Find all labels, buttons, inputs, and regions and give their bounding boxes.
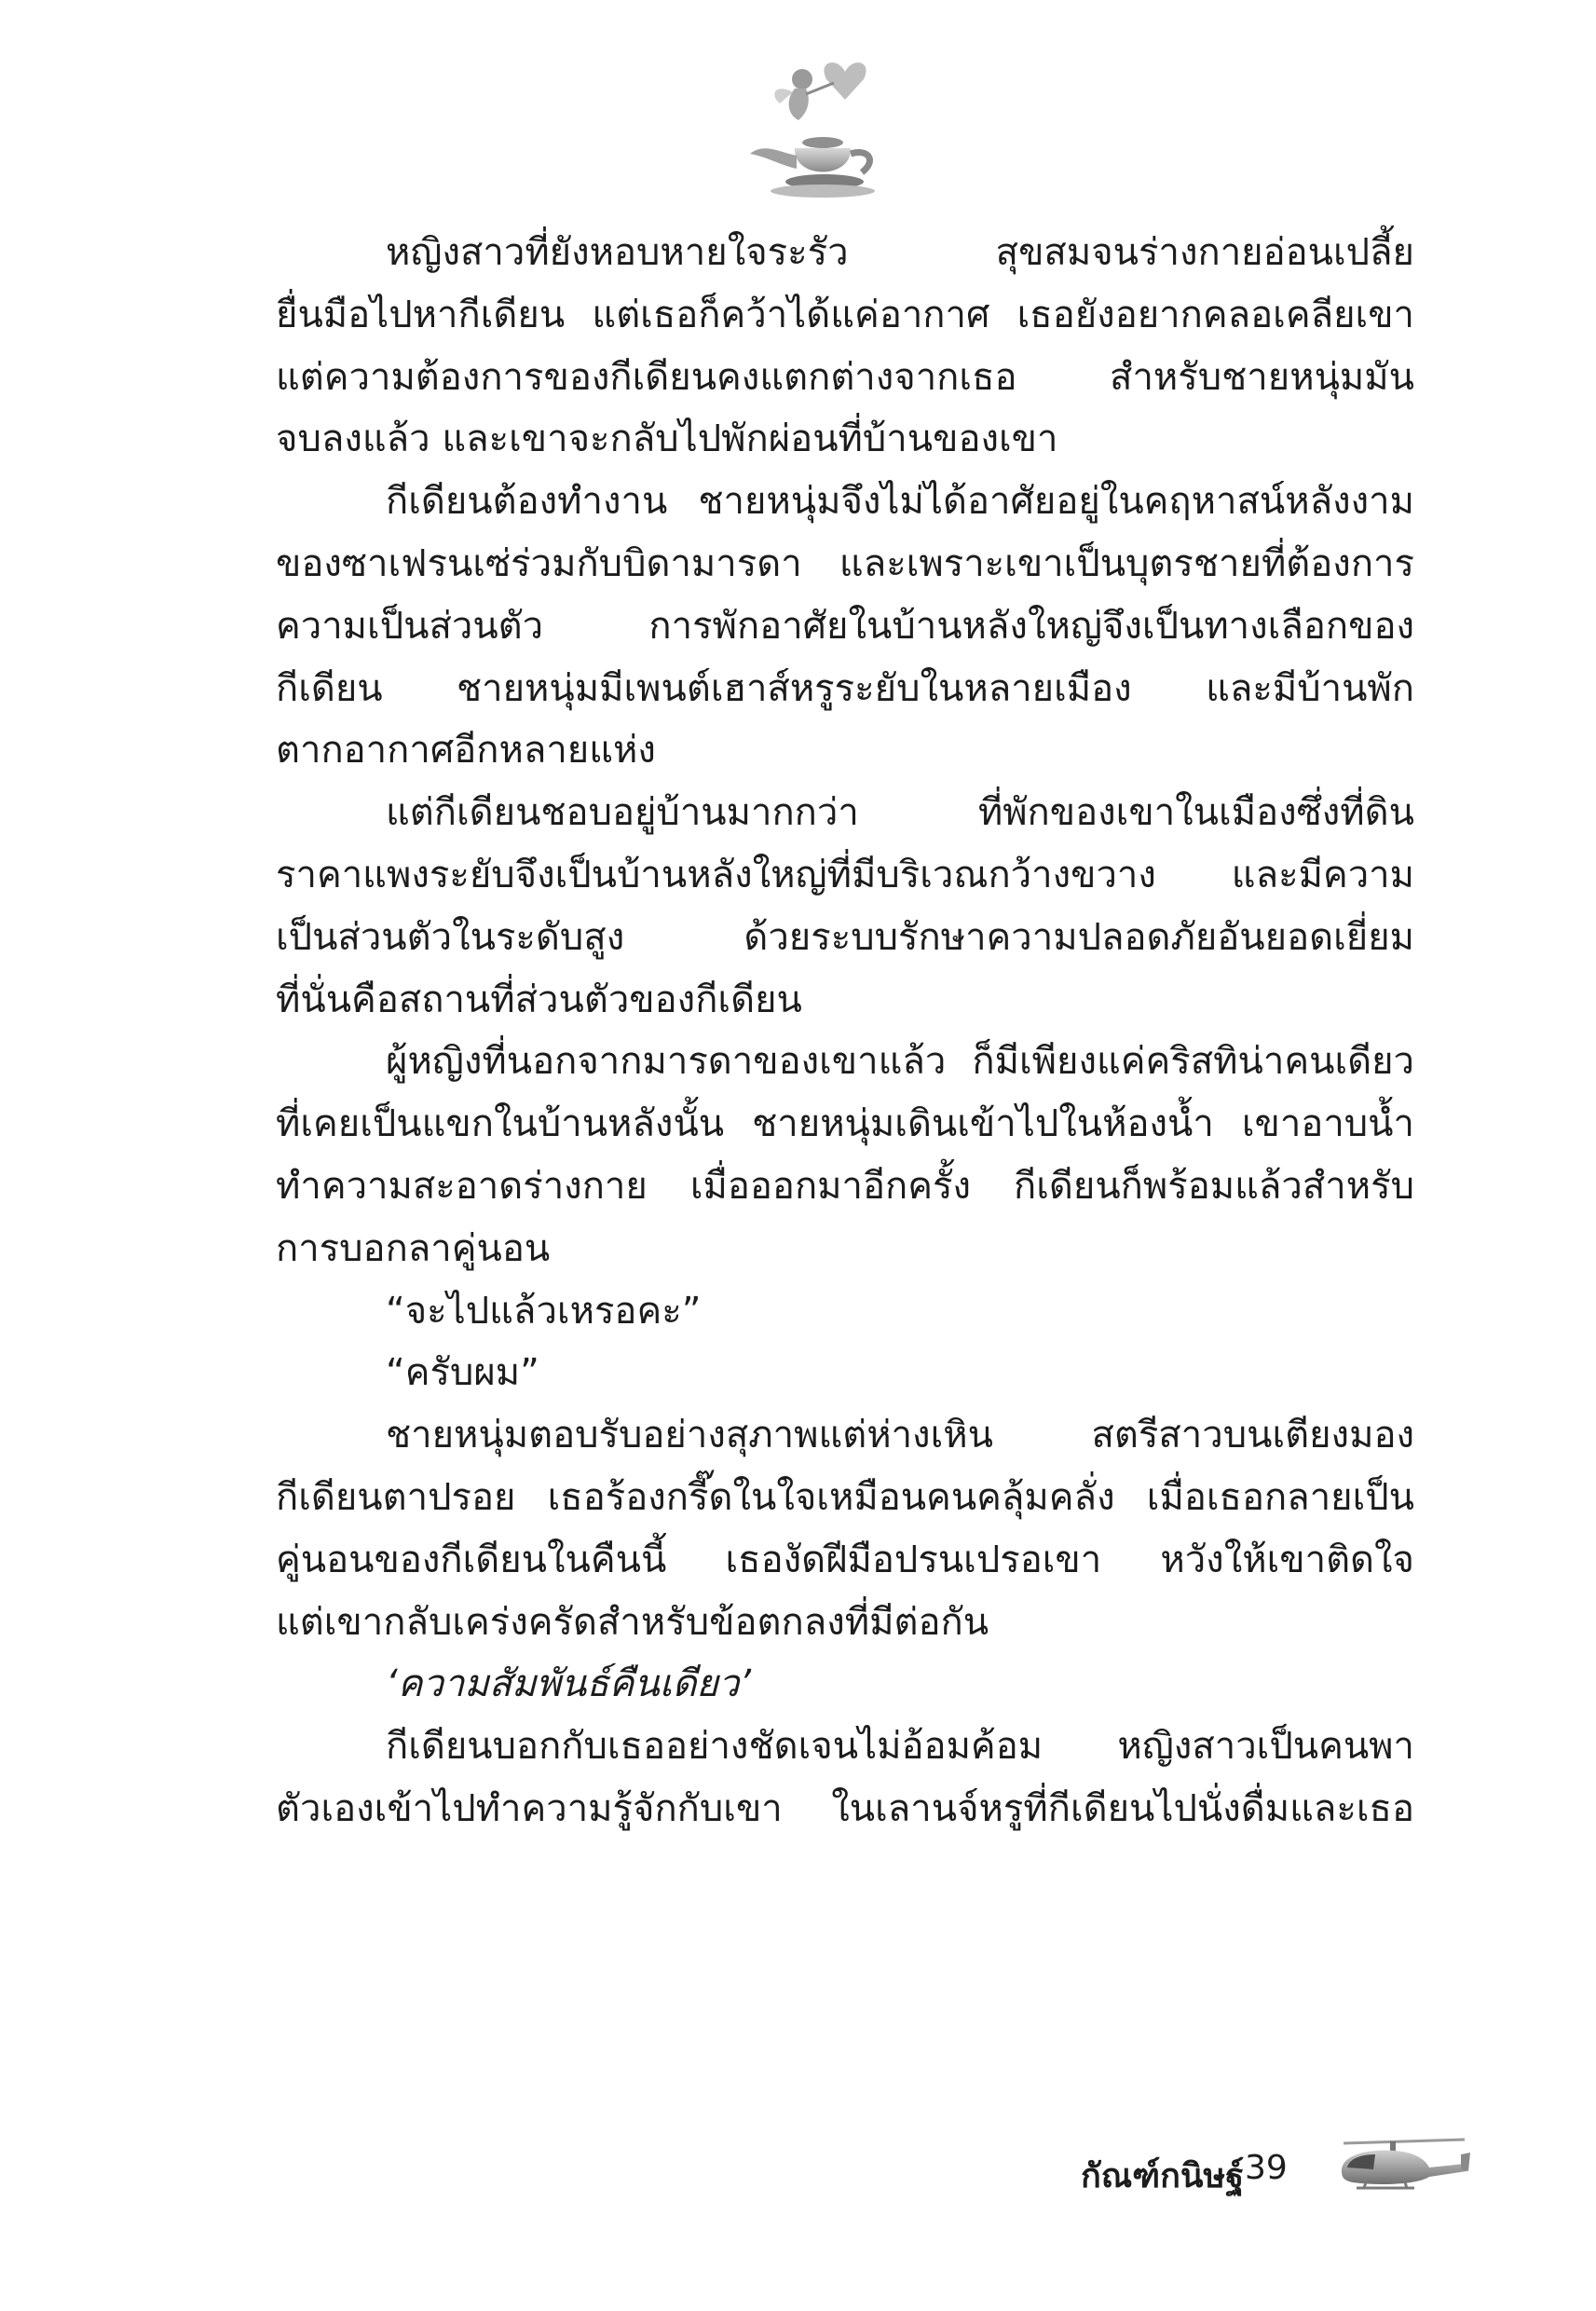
- book-title: กัณฑ์กนิษฐ์: [1081, 2157, 1245, 2195]
- text-line: ชายหนุ่มตอบรับอย่างสุภาพแต่ห่างเหิน สตรีสาวบนเตียงมอง: [386, 1414, 1414, 1457]
- text-line: ผู้หญิงที่นอกจากมารดาของเขาแล้ว ก็มีเพียงแค่คริสทิน่าคนเดียว: [386, 1040, 1414, 1084]
- text-line: แต่เขากลับเคร่งครัดสำหรับข้อตกลงที่มีต่อกัน: [276, 1600, 989, 1644]
- text-line: ตัวเองเข้าไปทำความรู้จักกับเขา ในเลานจ์หรูที่กีเดียนไปนั่งดื่มและเธอ: [276, 1786, 1414, 1830]
- text-line: แต่ความต้องการของกีเดียนคงแตกต่างจากเธอ สำหรับชายหนุ่มมัน: [276, 355, 1414, 399]
- text-line: ที่เคยเป็นแขกในบ้านหลังนั้น ชายหนุ่มเดินเข้าไปในห้องน้ำ เขาอาบน้ำ: [276, 1102, 1414, 1146]
- helicopter-icon: [1325, 2130, 1474, 2205]
- page-footer: [1081, 2143, 1472, 2199]
- text-line: ราคาแพงระยับจึงเป็นบ้านหลังใหญ่ที่มีบริเวณกว้างขวาง และมีความ: [276, 853, 1414, 896]
- text-line: ของซาเฟรนเซ่ร่วมกับบิดามารดา และเพราะเขาเป็นบุตรชายที่ต้องการ: [276, 541, 1414, 585]
- page-number: 39: [1245, 2149, 1288, 2187]
- text-line: ทำความสะอาดร่างกาย เมื่อออกมาอีกครั้ง กีเดียนก็พร้อมแล้วสำหรับ: [276, 1164, 1414, 1208]
- teapot-cupid-icon: [741, 51, 908, 210]
- text-line: กีเดียนตาปรอย เธอร้องกรี๊ดในใจเหมือนคนคลุ้มคลั่ง เมื่อเธอกลายเป็น: [276, 1475, 1414, 1519]
- text-line: หญิงสาวที่ยังหอบหายใจระรัว สุขสมจนร่างกายอ่อนเปลี้ย: [386, 231, 1414, 274]
- text-line: ยื่นมือไปหากีเดียน แต่เธอก็คว้าได้แค่อากาศ เธอยังอยากคลอเคลียเขา: [276, 293, 1414, 336]
- text-line: การบอกลาคู่นอน: [276, 1226, 551, 1270]
- text-line: คู่นอนของกีเดียนในคืนนี้ เธองัดฝีมือปรนเปรอเขา หวังให้เขาติดใจ: [276, 1538, 1414, 1581]
- text-line: ความเป็นส่วนตัว การพักอาศัยในบ้านหลังใหญ่จึงเป็นทางเลือกของ: [276, 604, 1414, 648]
- italic-thought-line: ‘ความสัมพันธ์คืนเดียว’: [386, 1662, 752, 1706]
- dialogue-line: “จะไปแล้วเหรอคะ”: [386, 1289, 702, 1333]
- text-line: แต่กีเดียนชอบอยู่บ้านมากกว่า ที่พักของเขาในเมืองซึ่งที่ดิน: [386, 791, 1414, 835]
- text-line: จบลงแล้ว และเขาจะกลับไปพักผ่อนที่บ้านของเขา: [276, 417, 1058, 461]
- dialogue-line: “ครับผม”: [386, 1351, 539, 1395]
- text-line: กีเดียนต้องทำงาน ชายหนุ่มจึงไม่ได้อาศัยอยู่ในคฤหาสน์หลังงาม: [386, 480, 1414, 524]
- text-line: กีเดียนบอกกับเธออย่างชัดเจนไม่อ้อมค้อม หญิงสาวเป็นคนพา: [386, 1725, 1414, 1769]
- text-line: เป็นส่วนตัวในระดับสูง ด้วยระบบรักษาความปลอดภัยอันยอดเยี่ยม: [276, 915, 1414, 959]
- text-line: ตากอากาศอีกหลายแห่ง: [276, 729, 656, 773]
- body-text: [276, 222, 1414, 1840]
- text-line: กีเดียน ชายหนุ่มมีเพนต์เฮาส์หรูระยับในหลายเมือง และมีบ้านพัก: [276, 666, 1414, 710]
- text-line: ที่นั่นคือสถานที่ส่วนตัวของกีเดียน: [276, 978, 802, 1021]
